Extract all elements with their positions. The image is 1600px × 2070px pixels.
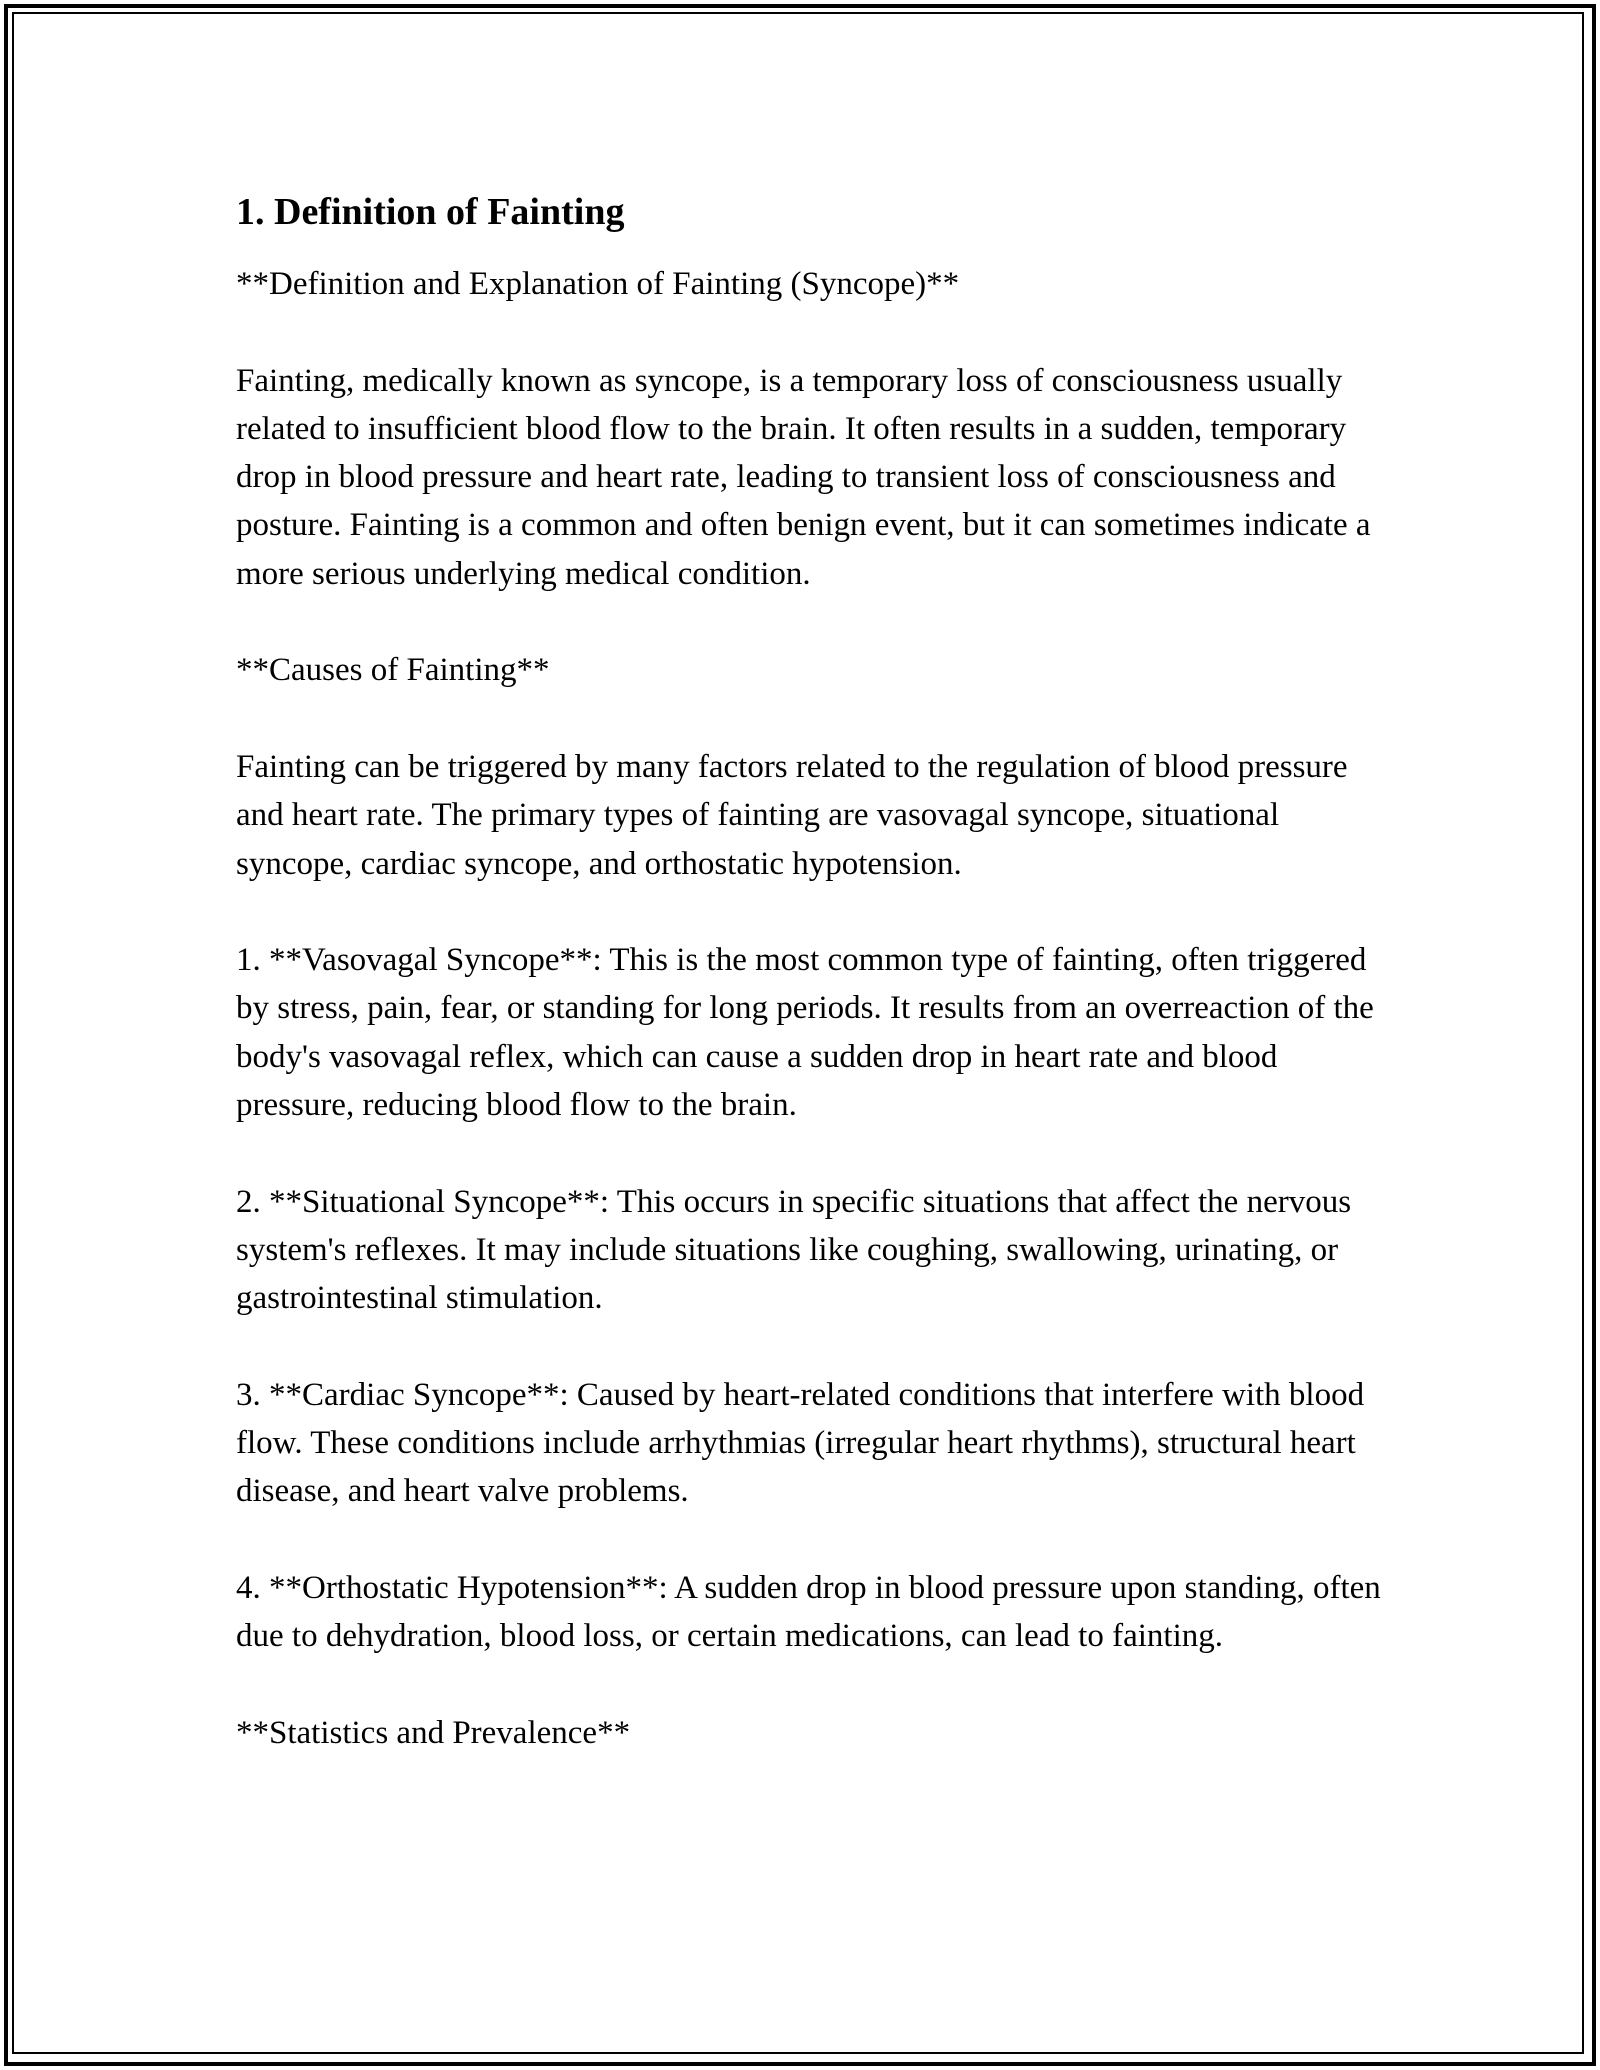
definition-subheading: **Definition and Explanation of Fainting (Syncope)** (236, 266, 960, 302)
document-body (236, 186, 1386, 1806)
statistics-subheading: **Statistics and Prevalence** (236, 1714, 631, 1751)
vasovagal-item: 1. **Vasovagal Syncope**: This is the most common type of fainting, often triggered by stress, pain, fear, or standing for long periods. It results from an overreaction of the body's vasovagal reflex, which can cause a sudden drop in heart rate and blood pressure, reducing blood flow to the brain. (236, 942, 1374, 1124)
definition-paragraph: Fainting, medically known as syncope, is a temporary loss of consciousness usually related to insufficient blood flow to the brain. It often results in a sudden, temporary drop in blood pressure and heart rate, leading to transient loss of consciousness and posture. Fainting is a common and often benign event, but it can sometimes indicate a more serious underlying medical condition. (236, 362, 1371, 592)
orthostatic-item: 4. **Orthostatic Hypotension**: A sudden drop in blood pressure upon standing, often due to dehydration, blood loss, or certain medications, can lead to fainting. (236, 1570, 1381, 1655)
section-heading: 1. Definition of Fainting (236, 191, 625, 233)
situational-item: 2. **Situational Syncope**: This occurs in specific situations that affect the nervous system's reflexes. It may include situations like coughing, swallowing, urinating, or gastrointestinal stimulation. (236, 1183, 1352, 1317)
causes-paragraph: Fainting can be triggered by many factors related to the regulation of blood pressure and heart rate. The primary types of fainting are vasovagal syncope, situational syncope, cardiac syncope, and orthostatic hypotension. (236, 748, 1348, 882)
cardiac-item: 3. **Cardiac Syncope**: Caused by heart-related conditions that interfere with blood flow. These conditions include arrhythmias (irregular heart rhythms), structural heart disease, and heart valve problems. (236, 1376, 1365, 1510)
causes-subheading: **Causes of Fainting** (236, 652, 550, 689)
